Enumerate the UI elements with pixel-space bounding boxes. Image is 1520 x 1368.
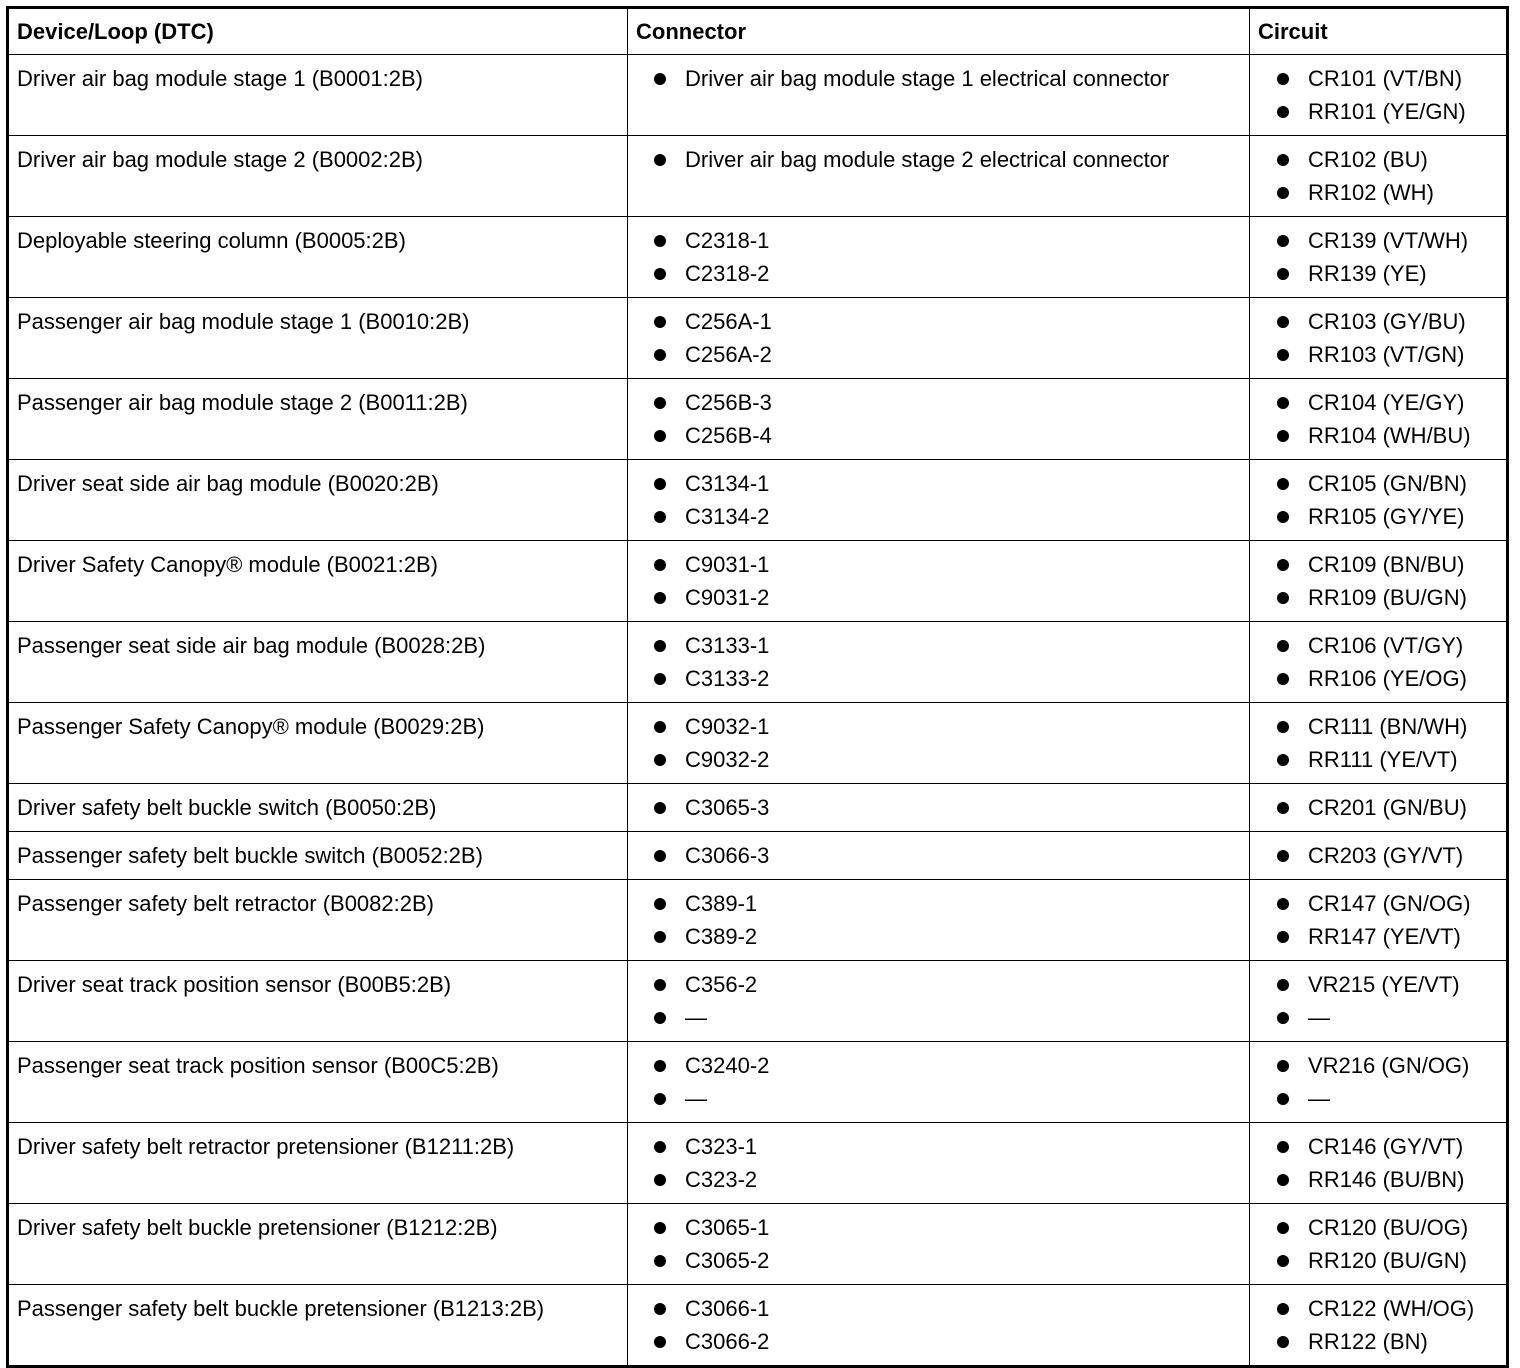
connector-list [628,622,1249,695]
connector-list [628,1204,1249,1277]
table-row [8,541,1508,622]
connector-cell [628,832,1250,880]
circuit-value: VR215 (YE/VT) [1308,972,1460,997]
bullet-icon [1277,268,1289,280]
bullet-icon [654,1012,666,1024]
list-item [628,1244,1249,1277]
circuit-value: RR102 (WH) [1308,180,1434,205]
list-item [628,419,1249,452]
connector-value: C2318-1 [685,228,770,253]
circuit-value: — [1308,1086,1330,1111]
bullet-icon [1277,187,1289,199]
connector-cell [628,1285,1250,1367]
table-row [8,217,1508,298]
list-item [628,224,1249,257]
list-item [628,791,1249,824]
bullet-icon [654,673,666,685]
bullet-icon [1277,754,1289,766]
device-cell: Passenger seat side air bag module (B0028:2B) [8,622,628,703]
table-row [8,1123,1508,1204]
bullet-icon [654,1303,666,1315]
list-item [1250,1325,1506,1358]
connector-list [628,784,1249,824]
list-item [628,257,1249,290]
connector-cell [628,1204,1250,1285]
device-cell: Driver Safety Canopy® module (B0021:2B) [8,541,628,622]
connector-list [628,1285,1249,1358]
bullet-icon [654,559,666,571]
bullet-icon [1277,1336,1289,1348]
connector-list [628,832,1249,872]
list-item [1250,257,1506,290]
circuit-cell [1250,1042,1508,1123]
table-body [8,55,1508,1367]
circuit-value: CR139 (VT/WH) [1308,228,1469,253]
connector-list [628,55,1249,95]
circuit-list [1250,1204,1506,1277]
circuit-value: RR104 (WH/BU) [1308,423,1471,448]
list-item [1250,338,1506,371]
circuit-cell [1250,832,1508,880]
connector-value: C3065-1 [685,1215,770,1240]
list-item [1250,791,1506,824]
table-row [8,55,1508,136]
device-cell: Driver safety belt buckle switch (B0050:2B) [8,784,628,832]
bullet-icon [1277,1255,1289,1267]
circuit-cell [1250,136,1508,217]
circuit-cell [1250,298,1508,379]
circuit-list [1250,832,1506,872]
circuit-list [1250,1285,1506,1358]
device-cell: Driver safety belt retractor pretensioner (B1211:2B) [8,1123,628,1204]
bullet-icon [1277,592,1289,604]
circuit-value: RR120 (BU/GN) [1308,1248,1467,1273]
table-row [8,961,1508,1042]
bullet-icon [654,1255,666,1267]
connector-list [628,460,1249,533]
connector-cell [628,1042,1250,1123]
connector-list [628,880,1249,953]
circuit-cell [1250,961,1508,1042]
bullet-icon [654,592,666,604]
list-item [628,386,1249,419]
connector-value: C256B-4 [685,423,772,448]
list-item [628,1049,1249,1082]
circuit-value: — [1308,1005,1330,1030]
list-item [628,467,1249,500]
bullet-icon [654,979,666,991]
list-item [1250,500,1506,533]
connector-list [628,136,1249,176]
circuit-cell [1250,784,1508,832]
bullet-icon [1277,1141,1289,1153]
connector-cell [628,55,1250,136]
circuit-value: CR105 (GN/BN) [1308,471,1467,496]
bullet-icon [654,397,666,409]
connector-cell [628,217,1250,298]
device-cell: Deployable steering column (B0005:2B) [8,217,628,298]
bullet-icon [1277,1012,1289,1024]
bullet-icon [1277,511,1289,523]
connector-list [628,217,1249,290]
bullet-icon [1277,430,1289,442]
connector-cell [628,703,1250,784]
connector-value: C323-1 [685,1134,758,1159]
list-item [1250,386,1506,419]
bullet-icon [1277,349,1289,361]
circuit-cell [1250,1123,1508,1204]
device-cell: Passenger seat track position sensor (B00C5:2B) [8,1042,628,1123]
bullet-icon [1277,640,1289,652]
table-row [8,880,1508,961]
header-device: Device/Loop (DTC) [8,8,628,55]
connector-list [628,703,1249,776]
connector-list [628,1123,1249,1196]
circuit-value: CR102 (BU) [1308,147,1428,172]
bullet-icon [1277,235,1289,247]
circuit-value: CR109 (BN/BU) [1308,552,1465,577]
device-cell: Passenger safety belt retractor (B0082:2B) [8,880,628,961]
bullet-icon [654,1222,666,1234]
bullet-icon [1277,1303,1289,1315]
connector-value: C323-2 [685,1167,758,1192]
table-row [8,832,1508,880]
connector-value: C3240-2 [685,1053,770,1078]
table-row [8,298,1508,379]
connector-value: — [685,1086,707,1111]
list-item [1250,1211,1506,1244]
bullet-icon [654,1060,666,1072]
bullet-icon [1277,850,1289,862]
bullet-icon [1277,154,1289,166]
list-item [628,1001,1249,1034]
circuit-list [1250,217,1506,290]
bullet-icon [654,1093,666,1105]
circuit-list [1250,460,1506,533]
connector-value: C3134-2 [685,504,770,529]
dtc-table [6,6,1509,1368]
connector-cell [628,460,1250,541]
circuit-cell [1250,55,1508,136]
list-item [628,1325,1249,1358]
bullet-icon [1277,931,1289,943]
connector-cell [628,784,1250,832]
connector-value: C9031-1 [685,552,770,577]
list-item [1250,1292,1506,1325]
table-row [8,622,1508,703]
circuit-value: RR111 (YE/VT) [1308,747,1458,772]
circuit-cell [1250,880,1508,961]
circuit-cell [1250,460,1508,541]
list-item [1250,419,1506,452]
list-item [628,1163,1249,1196]
bullet-icon [654,511,666,523]
connector-value: C389-2 [685,924,758,949]
list-item [1250,887,1506,920]
device-cell: Passenger safety belt buckle pretensioner (B1213:2B) [8,1285,628,1367]
list-item [628,968,1249,1001]
connector-value: — [685,1005,707,1030]
list-item [1250,968,1506,1001]
bullet-icon [1277,1174,1289,1186]
list-item [1250,467,1506,500]
header-connector: Connector [628,8,1250,55]
circuit-value: RR103 (VT/GN) [1308,342,1465,367]
connector-value: C256A-2 [685,342,772,367]
list-item [628,62,1249,95]
connector-cell [628,379,1250,460]
connector-cell [628,541,1250,622]
bullet-icon [654,721,666,733]
circuit-value: CR111 (BN/WH) [1308,714,1468,739]
circuit-value: RR109 (BU/GN) [1308,585,1467,610]
circuit-list [1250,541,1506,614]
bullet-icon [654,850,666,862]
connector-value: C3065-3 [685,795,770,820]
connector-cell [628,1123,1250,1204]
circuit-list [1250,1042,1506,1115]
device-cell: Driver air bag module stage 2 (B0002:2B) [8,136,628,217]
bullet-icon [1277,397,1289,409]
circuit-value: RR105 (GY/YE) [1308,504,1465,529]
bullet-icon [654,754,666,766]
device-cell: Driver air bag module stage 1 (B0001:2B) [8,55,628,136]
list-item [1250,1163,1506,1196]
table-row [8,784,1508,832]
list-item [628,581,1249,614]
connector-list [628,1042,1249,1115]
circuit-value: CR122 (WH/OG) [1308,1296,1475,1321]
list-item [628,1211,1249,1244]
connector-value: C3066-2 [685,1329,770,1354]
list-item [628,500,1249,533]
bullet-icon [654,430,666,442]
list-item [1250,176,1506,209]
circuit-list [1250,622,1506,695]
connector-value: C9031-2 [685,585,770,610]
bullet-icon [1277,898,1289,910]
table-row [8,1204,1508,1285]
list-item [1250,629,1506,662]
connector-list [628,298,1249,371]
bullet-icon [654,802,666,814]
connector-list [628,541,1249,614]
list-item [628,1082,1249,1115]
bullet-icon [1277,673,1289,685]
connector-cell [628,880,1250,961]
circuit-list [1250,961,1506,1034]
connector-value: C9032-1 [685,714,770,739]
circuit-list [1250,1123,1506,1196]
list-item [1250,920,1506,953]
list-item [628,1130,1249,1163]
table-row [8,1285,1508,1367]
table-header-row [8,8,1508,55]
circuit-value: CR104 (YE/GY) [1308,390,1465,415]
circuit-value: RR139 (YE) [1308,261,1427,286]
list-item [1250,1082,1506,1115]
connector-value: C3065-2 [685,1248,770,1273]
connector-value: C9032-2 [685,747,770,772]
circuit-value: RR147 (YE/VT) [1308,924,1461,949]
circuit-cell [1250,217,1508,298]
connector-value: C3066-1 [685,1296,770,1321]
connector-value: C3134-1 [685,471,770,496]
list-item [628,743,1249,776]
connector-value: Driver air bag module stage 2 electrical connector [685,147,1170,172]
list-item [1250,62,1506,95]
circuit-value: RR106 (YE/OG) [1308,666,1467,691]
bullet-icon [1277,802,1289,814]
bullet-icon [1277,478,1289,490]
bullet-icon [654,1141,666,1153]
connector-value: C2318-2 [685,261,770,286]
circuit-cell [1250,703,1508,784]
list-item [1250,548,1506,581]
circuit-value: CR101 (VT/BN) [1308,66,1463,91]
list-item [1250,662,1506,695]
connector-value: C256B-3 [685,390,772,415]
bullet-icon [1277,1222,1289,1234]
list-item [628,1292,1249,1325]
connector-list [628,379,1249,452]
list-item [628,662,1249,695]
circuit-cell [1250,379,1508,460]
device-cell: Passenger Safety Canopy® module (B0029:2B) [8,703,628,784]
bullet-icon [1277,316,1289,328]
bullet-icon [654,1336,666,1348]
connector-cell [628,298,1250,379]
device-cell: Passenger safety belt buckle switch (B0052:2B) [8,832,628,880]
circuit-value: RR146 (BU/BN) [1308,1167,1465,1192]
circuit-cell [1250,1204,1508,1285]
bullet-icon [654,931,666,943]
connector-value: Driver air bag module stage 1 electrical connector [685,66,1170,91]
list-item [628,338,1249,371]
circuit-list [1250,55,1506,128]
list-item [1250,743,1506,776]
bullet-icon [1277,979,1289,991]
circuit-list [1250,136,1506,209]
list-item [1250,224,1506,257]
bullet-icon [654,316,666,328]
circuit-list [1250,379,1506,452]
circuit-list [1250,298,1506,371]
circuit-value: CR147 (GN/OG) [1308,891,1471,916]
connector-cell [628,961,1250,1042]
circuit-value: CR103 (GY/BU) [1308,309,1466,334]
circuit-value: CR201 (GN/BU) [1308,795,1467,820]
circuit-value: CR120 (BU/OG) [1308,1215,1469,1240]
circuit-value: CR203 (GY/VT) [1308,843,1464,868]
bullet-icon [654,349,666,361]
device-cell: Driver seat side air bag module (B0020:2B) [8,460,628,541]
bullet-icon [1277,559,1289,571]
bullet-icon [1277,1060,1289,1072]
list-item [628,305,1249,338]
list-item [1250,305,1506,338]
table-row [8,379,1508,460]
list-item [1250,1130,1506,1163]
device-cell: Passenger air bag module stage 1 (B0010:2B) [8,298,628,379]
bullet-icon [654,154,666,166]
circuit-list [1250,880,1506,953]
table-row [8,703,1508,784]
bullet-icon [1277,73,1289,85]
bullet-icon [654,478,666,490]
device-cell: Driver safety belt buckle pretensioner (B1212:2B) [8,1204,628,1285]
table-row [8,136,1508,217]
connector-cell [628,622,1250,703]
list-item [628,710,1249,743]
list-item [628,839,1249,872]
connector-value: C3066-3 [685,843,770,868]
circuit-value: RR122 (BN) [1308,1329,1428,1354]
device-cell: Passenger air bag module stage 2 (B0011:2B) [8,379,628,460]
circuit-list [1250,703,1506,776]
bullet-icon [654,898,666,910]
list-item [1250,1049,1506,1082]
bullet-icon [654,73,666,85]
list-item [1250,710,1506,743]
connector-value: C389-1 [685,891,758,916]
bullet-icon [1277,721,1289,733]
table-row [8,1042,1508,1123]
list-item [1250,839,1506,872]
list-item [1250,1244,1506,1277]
list-item [1250,581,1506,614]
bullet-icon [654,1174,666,1186]
connector-cell [628,136,1250,217]
bullet-icon [654,640,666,652]
list-item [628,920,1249,953]
bullet-icon [1277,1093,1289,1105]
connector-value: C356-2 [685,972,758,997]
list-item [1250,143,1506,176]
circuit-cell [1250,1285,1508,1367]
table-row [8,460,1508,541]
list-item [628,629,1249,662]
connector-value: C256A-1 [685,309,772,334]
circuit-list [1250,784,1506,824]
list-item [628,887,1249,920]
circuit-cell [1250,622,1508,703]
circuit-value: VR216 (GN/OG) [1308,1053,1470,1078]
circuit-value: CR146 (GY/VT) [1308,1134,1464,1159]
connector-value: C3133-2 [685,666,770,691]
list-item [628,143,1249,176]
connector-value: C3133-1 [685,633,770,658]
device-cell: Driver seat track position sensor (B00B5:2B) [8,961,628,1042]
list-item [1250,95,1506,128]
connector-list [628,961,1249,1034]
circuit-cell [1250,541,1508,622]
circuit-value: CR106 (VT/GY) [1308,633,1464,658]
list-item [628,548,1249,581]
header-circuit: Circuit [1250,8,1508,55]
circuit-value: RR101 (YE/GN) [1308,99,1466,124]
bullet-icon [654,268,666,280]
bullet-icon [1277,106,1289,118]
bullet-icon [654,235,666,247]
list-item [1250,1001,1506,1034]
